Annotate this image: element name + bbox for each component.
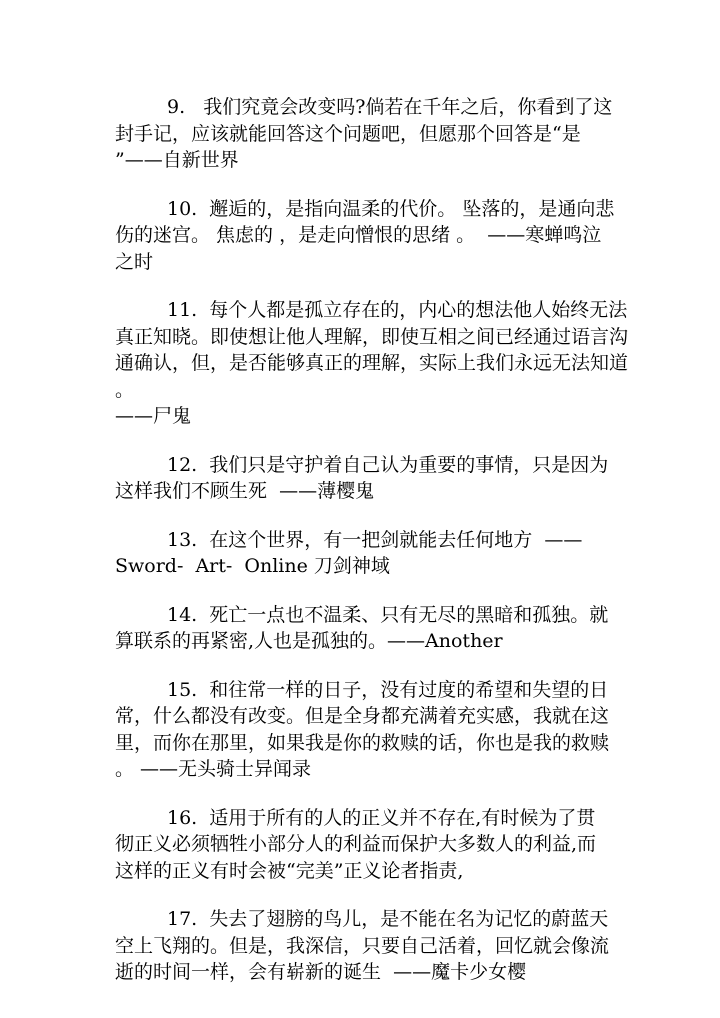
text-line: 9. 我们究竟会改变吗?倘若在千年之后，你看到了这 [167, 96, 613, 118]
quote-paragraph-11 [115, 297, 670, 430]
text-line: 之时 [115, 250, 154, 273]
text-line: 这样我们不顾生死 ——薄樱鬼 [115, 480, 375, 502]
quote-paragraph-17 [115, 906, 670, 986]
text-line: 里，而你在那里，如果我是你的救赎的话，你也是我的救赎 [115, 731, 610, 754]
quote-paragraph-14 [115, 602, 670, 655]
text-line: 封手记，应该就能回答这个问题吧，但愿那个回答是“是 [115, 122, 581, 145]
text-line: 彻正义必须牺牲小部分人的利益而保护大多数人的利益,而 [115, 833, 597, 855]
quote-paragraph-13 [115, 527, 670, 580]
text-line: ”——自新世界 [115, 149, 239, 171]
text-line: 13. 在这个世界，有一把剑就能去任何地方 —— [167, 528, 583, 551]
text-line: 空上飞翔的。但是，我深信，只要自己活着，回忆就会像流 [115, 934, 610, 957]
text-line: 17. 失去了翅膀的鸟儿，是不能在名为记忆的蔚蓝天 [167, 908, 609, 930]
text-line: 14. 死亡一点也不温柔、只有无尽的黑暗和孤独。就 [167, 603, 609, 626]
quote-paragraph-9 [115, 94, 670, 174]
text-line: 。 [115, 378, 135, 401]
text-line: 16. 适用于所有的人的正义并不存在,有时候为了贯 [167, 806, 596, 829]
text-line: 常，什么都没有改变。但是全身都充满着充实感，我就在这 [115, 705, 610, 727]
quote-paragraph-10 [115, 196, 670, 276]
text-line: 11. 每个人都是孤立存在的，内心的想法他人始终无法 [167, 299, 628, 321]
text-line: 12. 我们只是守护着自己认为重要的事情，只是因为 [167, 453, 609, 476]
text-line: 通确认，但，是否能够真正的理解，实际上我们永远无法知道 [115, 352, 629, 374]
quote-paragraph-16 [115, 805, 670, 885]
document-body [115, 94, 670, 1008]
text-line: Sword- Art- Online 刀剑神域 [115, 555, 390, 577]
quote-paragraph-15 [115, 677, 670, 783]
quote-paragraph-12 [115, 452, 670, 505]
text-line: 这样的正义有时会被“完美”正义论者指责, [115, 859, 464, 882]
text-line: ——尸鬼 [115, 405, 192, 427]
text-line: 伤的迷宫。 焦虑的 ，是走向憎恨的思绪 。 ——寒蝉鸣泣 [115, 224, 602, 246]
text-line: 。 ——无头骑士异闻录 [115, 758, 312, 780]
text-line: 逝的时间一样，会有崭新的诞生 ——魔卡少女樱 [115, 961, 527, 983]
text-line: 真正知晓。即使想让他人理解，即使互相之间已经通过语言沟 [115, 325, 629, 348]
text-line: 算联系的再紧密,人也是孤独的。——Another [115, 630, 503, 652]
text-line: 15. 和往常一样的日子，没有过度的希望和失望的日 [167, 678, 609, 701]
text-line: 10. 邂逅的，是指向温柔的代价。 坠落的，是通向悲 [167, 197, 615, 220]
